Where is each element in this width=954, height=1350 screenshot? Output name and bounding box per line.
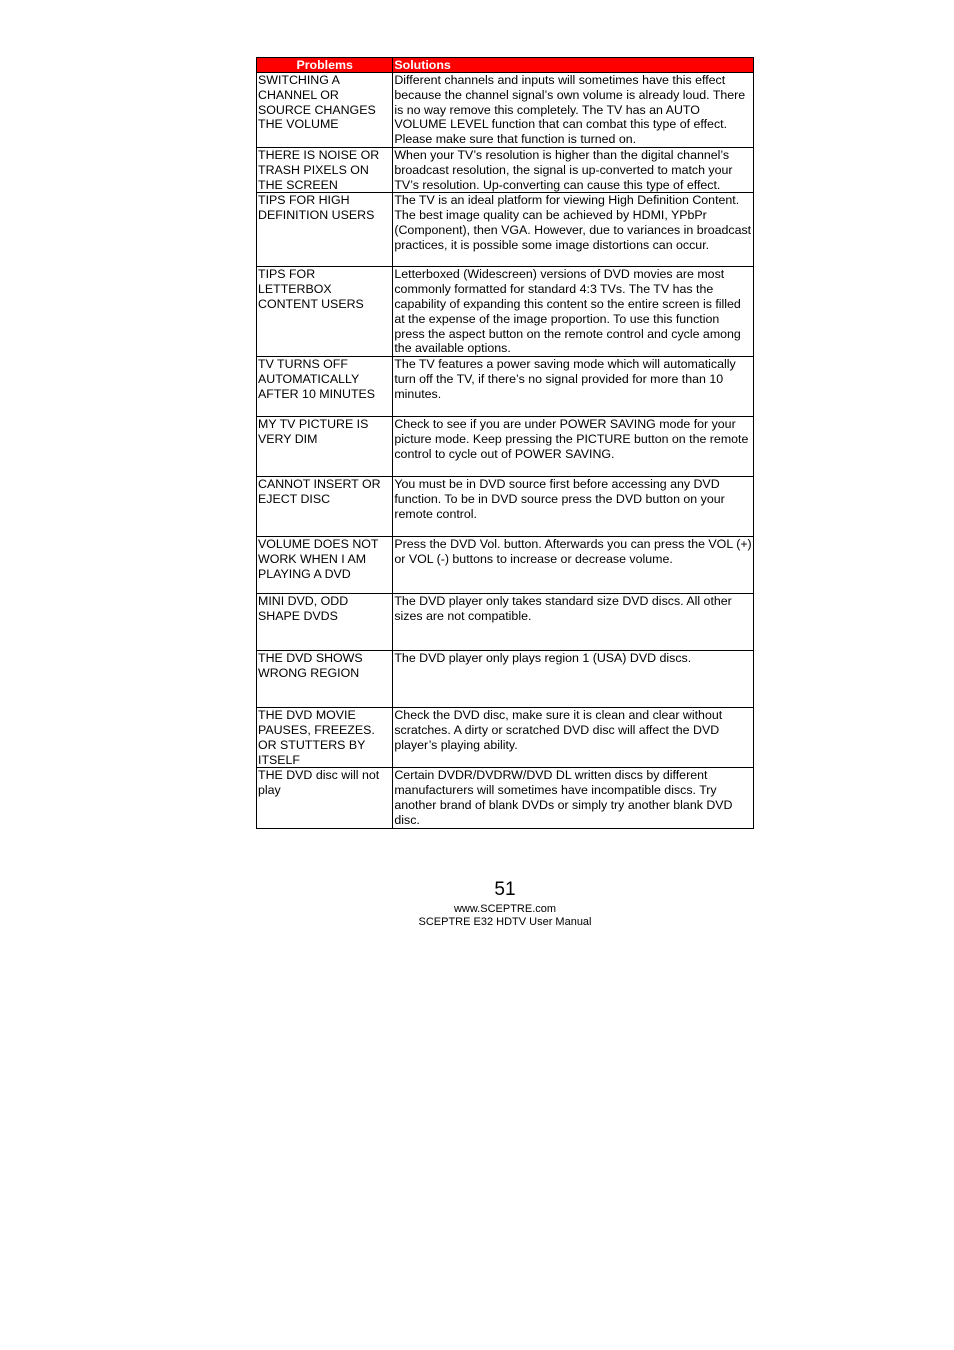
solutions-header: Solutions xyxy=(393,58,754,73)
solution-cell: You must be in DVD source first before accessing any DVD function. To be in DVD source press the DVD button on your remote control. xyxy=(393,477,754,537)
problem-cell: THE DVD MOVIE PAUSES, FREEZES. OR STUTTERS BY ITSELF xyxy=(257,708,393,768)
problem-cell: TV TURNS OFF AUTOMATICALLY AFTER 10 MINUTES xyxy=(257,357,393,417)
solution-cell: The TV features a power saving mode which will automatically turn off the TV, if there’s no signal provided for more than 10 minutes. xyxy=(393,357,754,417)
table-row xyxy=(257,594,754,651)
solution-cell: Letterboxed (Widescreen) versions of DVD movies are most commonly formatted for standard 4:3 TVs. The TV has the capability of expanding this content so the entire screen is filled at the expense of the image proportion. To use this function press the aspect button on the remote control and cycle among the available options. xyxy=(393,267,754,357)
table-row xyxy=(257,148,754,193)
problem-cell: TIPS FOR LETTERBOX CONTENT USERS xyxy=(257,267,393,357)
problem-cell: SWITCHING A CHANNEL OR SOURCE CHANGES THE VOLUME xyxy=(257,73,393,148)
problem-cell: THE DVD SHOWS WRONG REGION xyxy=(257,651,393,708)
solution-cell: The TV is an ideal platform for viewing High Definition Content. The best image quality can be achieved by HDMI, YPbPr (Component), then VGA. However, due to variances in broadcast practices, it is possible some image distortions can occur. xyxy=(393,193,754,267)
table-row xyxy=(257,651,754,708)
solution-cell: The DVD player only plays region 1 (USA) DVD discs. xyxy=(393,651,754,708)
table-row xyxy=(257,357,754,417)
problem-cell: MY TV PICTURE IS VERY DIM xyxy=(257,417,393,477)
solution-cell: Certain DVDR/DVDRW/DVD DL written discs by different manufacturers will sometimes have incompatible discs. Try another brand of blank DVDs or simply try another blank DVD disc. xyxy=(393,768,754,828)
footer-manual-title: SCEPTRE E32 HDTV User Manual xyxy=(418,916,592,928)
problem-cell: MINI DVD, ODD SHAPE DVDS xyxy=(257,594,393,651)
table-row xyxy=(257,708,754,768)
problem-cell: THERE IS NOISE OR TRASH PIXELS ON THE SCREEN xyxy=(257,148,393,193)
table-row xyxy=(257,193,754,267)
table-row xyxy=(257,73,754,148)
solution-cell: Press the DVD Vol. button. Afterwards you can press the VOL (+) or VOL (-) buttons to increase or decrease volume. xyxy=(393,537,754,594)
troubleshooting-table xyxy=(256,57,754,829)
problem-cell: CANNOT INSERT OR EJECT DISC xyxy=(257,477,393,537)
page-number: 51 xyxy=(494,879,516,900)
problem-cell: THE DVD disc will not play xyxy=(257,768,393,828)
table-row xyxy=(257,267,754,357)
solution-cell: Check to see if you are under POWER SAVING mode for your picture mode. Keep pressing the PICTURE button on the remote control to cycle out of POWER SAVING. xyxy=(393,417,754,477)
problem-cell: VOLUME DOES NOT WORK WHEN I AM PLAYING A DVD xyxy=(257,537,393,594)
table-header-row xyxy=(257,58,754,73)
table-row xyxy=(257,417,754,477)
solution-cell: When your TV’s resolution is higher than the digital channel’s broadcast resolution, the signal is up-converted to match your TV’s resolution. Up-converting can cause this type of effect. xyxy=(393,148,754,193)
problems-header: Problems xyxy=(257,58,393,73)
table-row xyxy=(257,477,754,537)
solution-cell: Different channels and inputs will sometimes have this effect because the channel signal’s own volume is already loud. There is no way remove this completely. The TV has an AUTO VOLUME LEVEL function that can combat this type of effect. Please make sure that function is turned on. xyxy=(393,73,754,148)
solution-cell: The DVD player only takes standard size DVD discs. All other sizes are not compatible. xyxy=(393,594,754,651)
solution-cell: Check the DVD disc, make sure it is clean and clear without scratches. A dirty or scratched DVD disc will affect the DVD player’s playing ability. xyxy=(393,708,754,768)
table-row xyxy=(257,768,754,828)
footer-url: www.SCEPTRE.com xyxy=(453,903,557,915)
problem-cell: TIPS FOR HIGH DEFINITION USERS xyxy=(257,193,393,267)
table-row xyxy=(257,537,754,594)
